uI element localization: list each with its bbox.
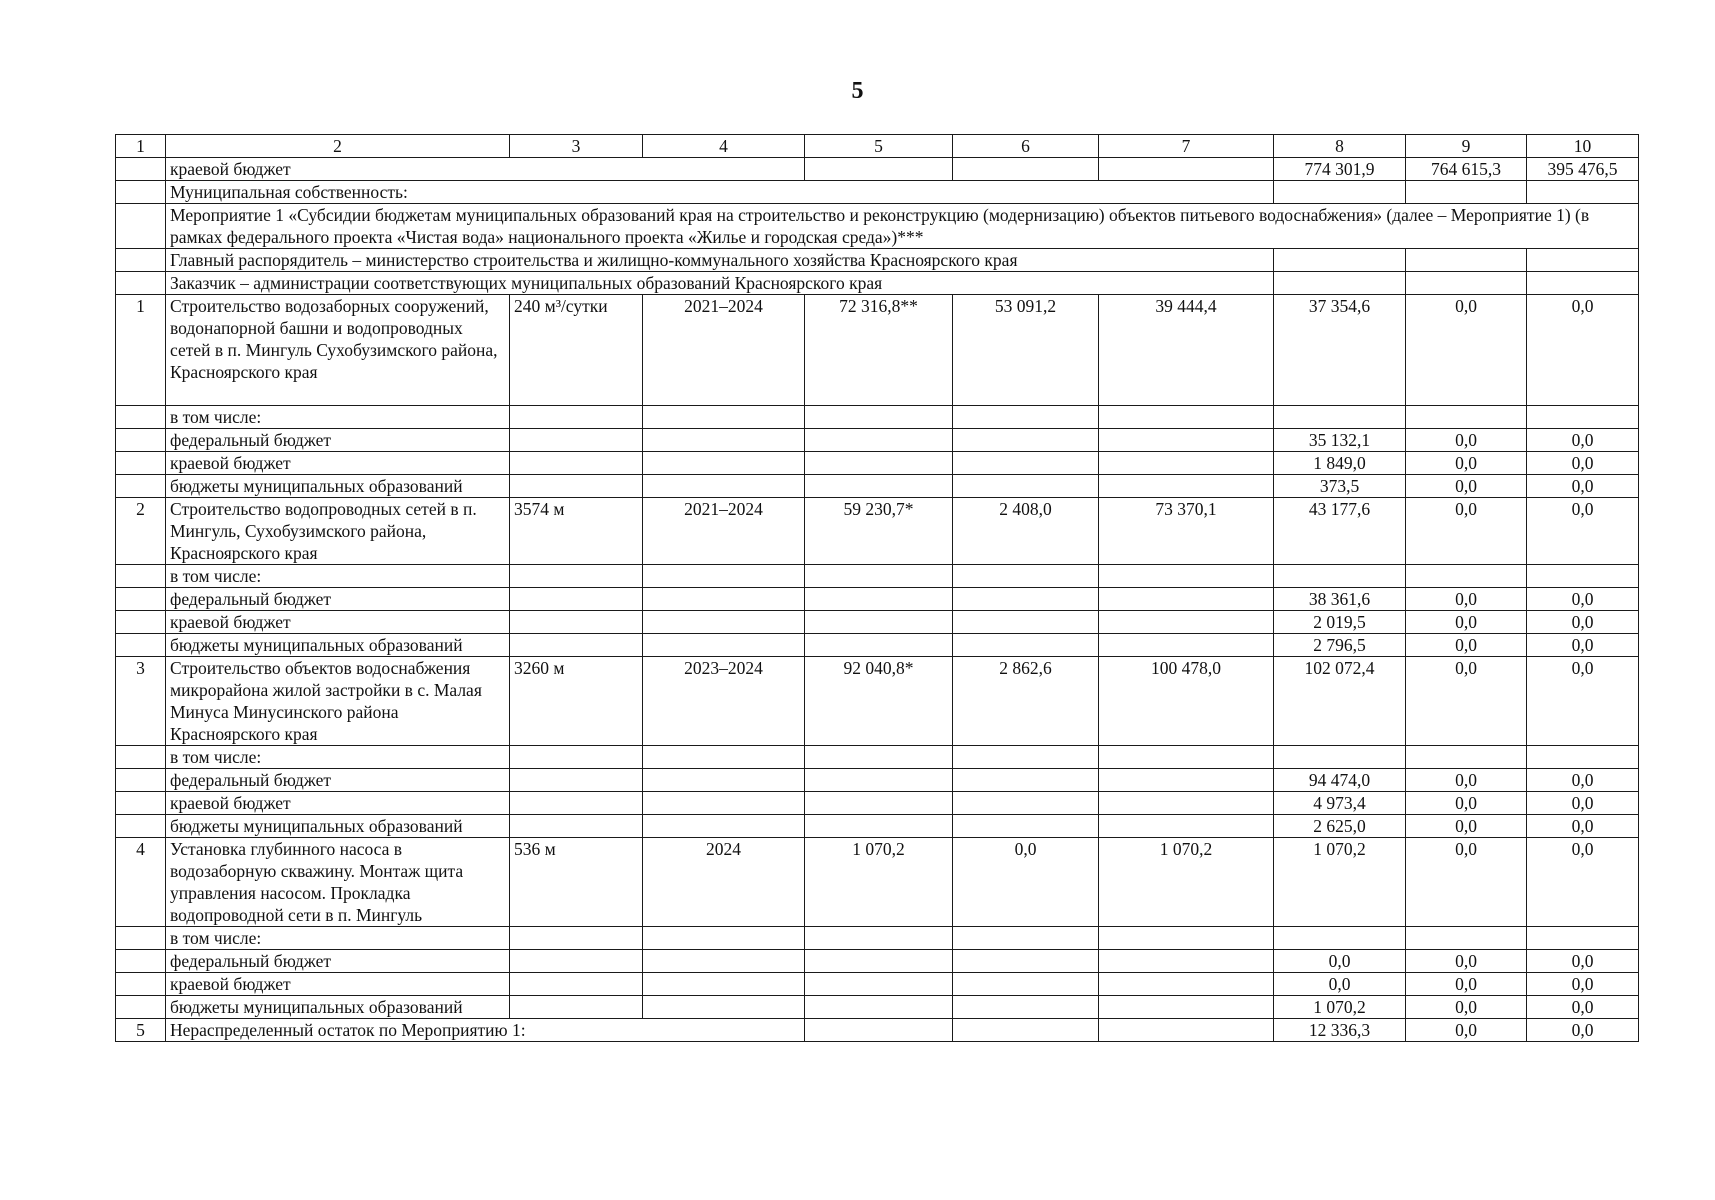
value-cell: 0,0 xyxy=(1406,475,1527,498)
table-row xyxy=(116,950,1639,973)
table-cell xyxy=(953,429,1099,452)
value-cell: 4 973,4 xyxy=(1274,792,1406,815)
header-row xyxy=(116,135,1639,158)
table-cell xyxy=(116,565,166,588)
table-cell xyxy=(643,746,805,769)
table-cell xyxy=(953,475,1099,498)
value-cell: 92 040,8* xyxy=(805,657,953,746)
table-cell xyxy=(116,475,166,498)
row-number: 4 xyxy=(116,838,166,927)
value-cell: 0,0 xyxy=(1527,996,1639,1019)
table-cell xyxy=(1099,475,1274,498)
value-cell: 0,0 xyxy=(1527,452,1639,475)
value-cell: 2 408,0 xyxy=(953,498,1099,565)
table-cell xyxy=(116,634,166,657)
table-row xyxy=(116,973,1639,996)
table-cell xyxy=(953,1019,1099,1042)
value-cell: 1 070,2 xyxy=(805,838,953,927)
table-row xyxy=(116,249,1639,272)
row-number: 2 xyxy=(116,498,166,565)
table-cell xyxy=(510,927,643,950)
capacity: 240 м³/сутки xyxy=(510,295,643,406)
table-cell xyxy=(1274,927,1406,950)
value-cell: 38 361,6 xyxy=(1274,588,1406,611)
table-cell xyxy=(1099,927,1274,950)
value-cell: 94 474,0 xyxy=(1274,769,1406,792)
table-cell xyxy=(1406,181,1527,204)
column-header: 6 xyxy=(953,135,1099,158)
table-cell xyxy=(805,792,953,815)
table-cell xyxy=(116,927,166,950)
value-cell: 2 796,5 xyxy=(1274,634,1406,657)
table-cell xyxy=(116,429,166,452)
table-cell xyxy=(805,406,953,429)
table-cell xyxy=(1099,996,1274,1019)
years: 2024 xyxy=(643,838,805,927)
regional-budget-label: краевой бюджет xyxy=(166,611,510,634)
object-row xyxy=(116,498,1639,565)
value-cell: 0,0 xyxy=(1527,950,1639,973)
table-cell xyxy=(1099,815,1274,838)
value-cell: 1 070,2 xyxy=(1274,838,1406,927)
table-cell xyxy=(643,406,805,429)
table-cell xyxy=(1527,249,1639,272)
table-cell xyxy=(1099,452,1274,475)
table-row xyxy=(116,611,1639,634)
column-header: 9 xyxy=(1406,135,1527,158)
table-cell xyxy=(116,996,166,1019)
value-cell: 43 177,6 xyxy=(1274,498,1406,565)
table-cell xyxy=(805,746,953,769)
table-cell xyxy=(953,792,1099,815)
table-row xyxy=(116,158,1639,181)
table-cell xyxy=(116,950,166,973)
table-cell xyxy=(1406,272,1527,295)
value-cell: 100 478,0 xyxy=(1099,657,1274,746)
value-cell: 0,0 xyxy=(1527,769,1639,792)
municipal-budget-label: бюджеты муниципальных образований xyxy=(166,634,510,657)
value-cell: 0,0 xyxy=(1406,1019,1527,1042)
value-cell: 0,0 xyxy=(1527,1019,1639,1042)
value-cell: 0,0 xyxy=(1527,792,1639,815)
value-cell: 35 132,1 xyxy=(1274,429,1406,452)
value-cell: 774 301,9 xyxy=(1274,158,1406,181)
value-cell: 0,0 xyxy=(1527,611,1639,634)
table-cell xyxy=(643,973,805,996)
table-row xyxy=(116,996,1639,1019)
table-cell xyxy=(953,406,1099,429)
table-cell xyxy=(953,452,1099,475)
table-cell xyxy=(805,158,953,181)
table-cell xyxy=(1274,406,1406,429)
value-cell: 72 316,8** xyxy=(805,295,953,406)
value-cell: 1 070,2 xyxy=(1274,996,1406,1019)
table-cell xyxy=(1274,181,1406,204)
table-cell xyxy=(1099,406,1274,429)
table-cell xyxy=(116,973,166,996)
value-cell: 0,0 xyxy=(1527,838,1639,927)
table-cell xyxy=(643,815,805,838)
value-cell: 102 072,4 xyxy=(1274,657,1406,746)
column-header: 8 xyxy=(1274,135,1406,158)
including-label: в том числе: xyxy=(166,565,510,588)
column-header: 1 xyxy=(116,135,166,158)
value-cell: 1 070,2 xyxy=(1099,838,1274,927)
table-cell xyxy=(953,746,1099,769)
value-cell: 12 336,3 xyxy=(1274,1019,1406,1042)
table-cell xyxy=(1099,429,1274,452)
page-number: 5 xyxy=(851,78,864,104)
table-cell xyxy=(116,588,166,611)
table-cell xyxy=(510,429,643,452)
table-cell xyxy=(643,792,805,815)
value-cell: 2 862,6 xyxy=(953,657,1099,746)
value-cell: 0,0 xyxy=(1527,475,1639,498)
table-cell xyxy=(1099,158,1274,181)
value-cell: 2 625,0 xyxy=(1274,815,1406,838)
main-manager: Главный распорядитель – министерство строительства и жилищно-коммунального хозяйства Красноярского края xyxy=(166,249,1274,272)
table-row xyxy=(116,588,1639,611)
table-cell xyxy=(953,588,1099,611)
table-cell xyxy=(1527,746,1639,769)
table-cell xyxy=(1099,746,1274,769)
table-cell xyxy=(643,927,805,950)
value-cell: 0,0 xyxy=(1406,498,1527,565)
table-cell xyxy=(1527,272,1639,295)
table-cell xyxy=(116,746,166,769)
years: 2021–2024 xyxy=(643,295,805,406)
table-row xyxy=(116,406,1639,429)
object-row xyxy=(116,657,1639,746)
table-cell xyxy=(116,611,166,634)
value-cell: 0,0 xyxy=(1527,634,1639,657)
table-cell xyxy=(1099,792,1274,815)
value-cell: 0,0 xyxy=(1527,657,1639,746)
table-cell xyxy=(953,158,1099,181)
column-header: 7 xyxy=(1099,135,1274,158)
years: 2021–2024 xyxy=(643,498,805,565)
column-header: 5 xyxy=(805,135,953,158)
row-number: 5 xyxy=(116,1019,166,1042)
section-title: Муниципальная собственность: xyxy=(166,181,1274,204)
table-cell xyxy=(953,950,1099,973)
table-cell xyxy=(116,792,166,815)
value-cell: 0,0 xyxy=(1274,950,1406,973)
value-cell: 0,0 xyxy=(1406,996,1527,1019)
table-cell xyxy=(953,973,1099,996)
value-cell: 0,0 xyxy=(1406,452,1527,475)
table-cell xyxy=(510,996,643,1019)
table-cell xyxy=(1406,249,1527,272)
table-cell xyxy=(643,950,805,973)
federal-budget-label: федеральный бюджет xyxy=(166,769,510,792)
remainder-label: Нераспределенный остаток по Мероприятию 1: xyxy=(166,1019,805,1042)
table-cell xyxy=(1099,950,1274,973)
table-row xyxy=(116,452,1639,475)
table-cell xyxy=(1406,746,1527,769)
table-cell xyxy=(805,475,953,498)
table-cell xyxy=(1274,249,1406,272)
column-header: 10 xyxy=(1527,135,1639,158)
table-cell xyxy=(1099,973,1274,996)
table-cell xyxy=(116,272,166,295)
table-cell xyxy=(1274,565,1406,588)
row-number: 3 xyxy=(116,657,166,746)
value-cell: 0,0 xyxy=(1406,611,1527,634)
budget-table xyxy=(115,134,1639,1042)
table-cell xyxy=(953,815,1099,838)
value-cell: 0,0 xyxy=(1406,429,1527,452)
federal-budget-label: федеральный бюджет xyxy=(166,588,510,611)
table-cell xyxy=(1099,611,1274,634)
table-cell xyxy=(643,634,805,657)
table-cell xyxy=(116,815,166,838)
regional-budget-label: краевой бюджет xyxy=(166,792,510,815)
table-row xyxy=(116,475,1639,498)
table-cell xyxy=(510,792,643,815)
table-cell xyxy=(510,565,643,588)
table-cell xyxy=(805,927,953,950)
value-cell: 0,0 xyxy=(1406,973,1527,996)
table-row xyxy=(116,634,1639,657)
table-cell xyxy=(643,452,805,475)
table-cell xyxy=(643,996,805,1019)
table-cell xyxy=(805,588,953,611)
value-cell: 73 370,1 xyxy=(1099,498,1274,565)
table-cell xyxy=(1099,769,1274,792)
table-cell xyxy=(510,611,643,634)
value-cell: 373,5 xyxy=(1274,475,1406,498)
table-cell xyxy=(1099,1019,1274,1042)
federal-budget-label: федеральный бюджет xyxy=(166,429,510,452)
including-label: в том числе: xyxy=(166,746,510,769)
federal-budget-label: федеральный бюджет xyxy=(166,950,510,973)
value-cell: 0,0 xyxy=(1406,950,1527,973)
object-row xyxy=(116,295,1639,406)
table-cell xyxy=(510,452,643,475)
table-row xyxy=(116,565,1639,588)
table-cell xyxy=(643,429,805,452)
table-cell xyxy=(510,475,643,498)
table-cell xyxy=(116,181,166,204)
object-name: Строительство водопроводных сетей в п. Мингуль, Сухобузимского района, Красноярского края xyxy=(166,498,510,565)
table-cell xyxy=(510,406,643,429)
measure-title: Мероприятие 1 «Субсидии бюджетам муниципальных образований края на строительство и реконструкцию (модернизацию) объектов питьевого водоснабжения» (далее – Мероприятие 1) (в рамках федерального проекта «Чистая вода» национального проекта «Жилье и городская среда»)*** xyxy=(166,204,1639,249)
table-cell xyxy=(643,611,805,634)
table-row xyxy=(116,769,1639,792)
value-cell: 0,0 xyxy=(1406,838,1527,927)
value-cell: 37 354,6 xyxy=(1274,295,1406,406)
table-cell xyxy=(1099,634,1274,657)
table-cell xyxy=(1099,565,1274,588)
table-row xyxy=(116,1019,1639,1042)
including-label: в том числе: xyxy=(166,927,510,950)
table-row xyxy=(116,927,1639,950)
capacity: 536 м xyxy=(510,838,643,927)
table-cell xyxy=(805,634,953,657)
table-cell xyxy=(643,588,805,611)
table-cell xyxy=(805,973,953,996)
table-row xyxy=(116,204,1639,249)
table-cell xyxy=(1527,406,1639,429)
table-cell xyxy=(805,1019,953,1042)
table-cell xyxy=(1406,406,1527,429)
table-cell xyxy=(1406,565,1527,588)
table-cell xyxy=(1274,746,1406,769)
table-cell xyxy=(805,996,953,1019)
customer: Заказчик – администрации соответствующих муниципальных образований Красноярского края xyxy=(166,272,1274,295)
table-cell xyxy=(116,158,166,181)
municipal-budget-label: бюджеты муниципальных образований xyxy=(166,996,510,1019)
table-cell xyxy=(953,996,1099,1019)
table-cell xyxy=(805,429,953,452)
table-cell xyxy=(953,565,1099,588)
value-cell: 0,0 xyxy=(1527,429,1639,452)
object-name: Строительство водозаборных сооружений, водонапорной башни и водопроводных сетей в п. Мингуль Сухобузимского района, Красноярского края xyxy=(166,295,510,406)
object-name: Установка глубинного насоса в водозаборную скважину. Монтаж щита управления насосом. Прокладка водопроводной сети в п. Мингуль xyxy=(166,838,510,927)
value-cell: 53 091,2 xyxy=(953,295,1099,406)
table-cell xyxy=(1527,927,1639,950)
table-cell xyxy=(805,452,953,475)
table-row xyxy=(116,792,1639,815)
value-cell: 0,0 xyxy=(1527,815,1639,838)
table-row xyxy=(116,746,1639,769)
table-cell xyxy=(1527,565,1639,588)
value-cell: 0,0 xyxy=(1527,973,1639,996)
value-cell: 0,0 xyxy=(1406,634,1527,657)
value-cell: 0,0 xyxy=(1406,815,1527,838)
table-cell xyxy=(1527,181,1639,204)
table-cell xyxy=(1406,927,1527,950)
table-cell xyxy=(510,634,643,657)
table-cell xyxy=(953,769,1099,792)
value-cell: 39 444,4 xyxy=(1099,295,1274,406)
column-header: 2 xyxy=(166,135,510,158)
value-cell: 0,0 xyxy=(1527,295,1639,406)
municipal-budget-label: бюджеты муниципальных образований xyxy=(166,815,510,838)
value-cell: 0,0 xyxy=(953,838,1099,927)
table-cell xyxy=(116,406,166,429)
value-cell: 764 615,3 xyxy=(1406,158,1527,181)
value-cell: 1 849,0 xyxy=(1274,452,1406,475)
table-cell xyxy=(510,815,643,838)
table-cell xyxy=(953,634,1099,657)
table-cell xyxy=(805,950,953,973)
table-cell xyxy=(510,950,643,973)
column-header: 4 xyxy=(643,135,805,158)
capacity: 3574 м xyxy=(510,498,643,565)
table-cell xyxy=(805,815,953,838)
table-cell xyxy=(805,611,953,634)
municipal-budget-label: бюджеты муниципальных образований xyxy=(166,475,510,498)
value-cell: 2 019,5 xyxy=(1274,611,1406,634)
table-cell xyxy=(643,475,805,498)
value-cell: 0,0 xyxy=(1406,295,1527,406)
row-number: 1 xyxy=(116,295,166,406)
table-row xyxy=(116,429,1639,452)
table-cell xyxy=(953,927,1099,950)
table-cell xyxy=(510,769,643,792)
table-body xyxy=(116,135,1639,1042)
table-cell xyxy=(510,588,643,611)
regional-budget-label: краевой бюджет xyxy=(166,452,510,475)
value-cell: 0,0 xyxy=(1406,588,1527,611)
table-cell xyxy=(643,565,805,588)
value-cell: 0,0 xyxy=(1527,588,1639,611)
value-cell: 0,0 xyxy=(1406,769,1527,792)
table-row xyxy=(116,272,1639,295)
table-cell xyxy=(510,973,643,996)
table-cell xyxy=(510,746,643,769)
value-cell: 0,0 xyxy=(1406,657,1527,746)
table-cell xyxy=(116,249,166,272)
regional-budget-label: краевой бюджет xyxy=(166,973,510,996)
row-label: краевой бюджет xyxy=(166,158,805,181)
table-cell xyxy=(1099,588,1274,611)
value-cell: 0,0 xyxy=(1274,973,1406,996)
value-cell: 59 230,7* xyxy=(805,498,953,565)
table-row xyxy=(116,181,1639,204)
including-label: в том числе: xyxy=(166,406,510,429)
table-cell xyxy=(805,769,953,792)
object-row xyxy=(116,838,1639,927)
capacity: 3260 м xyxy=(510,657,643,746)
table-cell xyxy=(953,611,1099,634)
table-cell xyxy=(643,769,805,792)
object-name: Строительство объектов водоснабжения микрорайона жилой застройки в с. Малая Минуса Минусинского района Красноярского края xyxy=(166,657,510,746)
table-row xyxy=(116,815,1639,838)
value-cell: 395 476,5 xyxy=(1527,158,1639,181)
column-header: 3 xyxy=(510,135,643,158)
table-cell xyxy=(116,769,166,792)
years: 2023–2024 xyxy=(643,657,805,746)
value-cell: 0,0 xyxy=(1406,792,1527,815)
table-cell xyxy=(116,452,166,475)
table-cell xyxy=(116,204,166,249)
table-cell xyxy=(805,565,953,588)
table-cell xyxy=(1274,272,1406,295)
value-cell: 0,0 xyxy=(1527,498,1639,565)
